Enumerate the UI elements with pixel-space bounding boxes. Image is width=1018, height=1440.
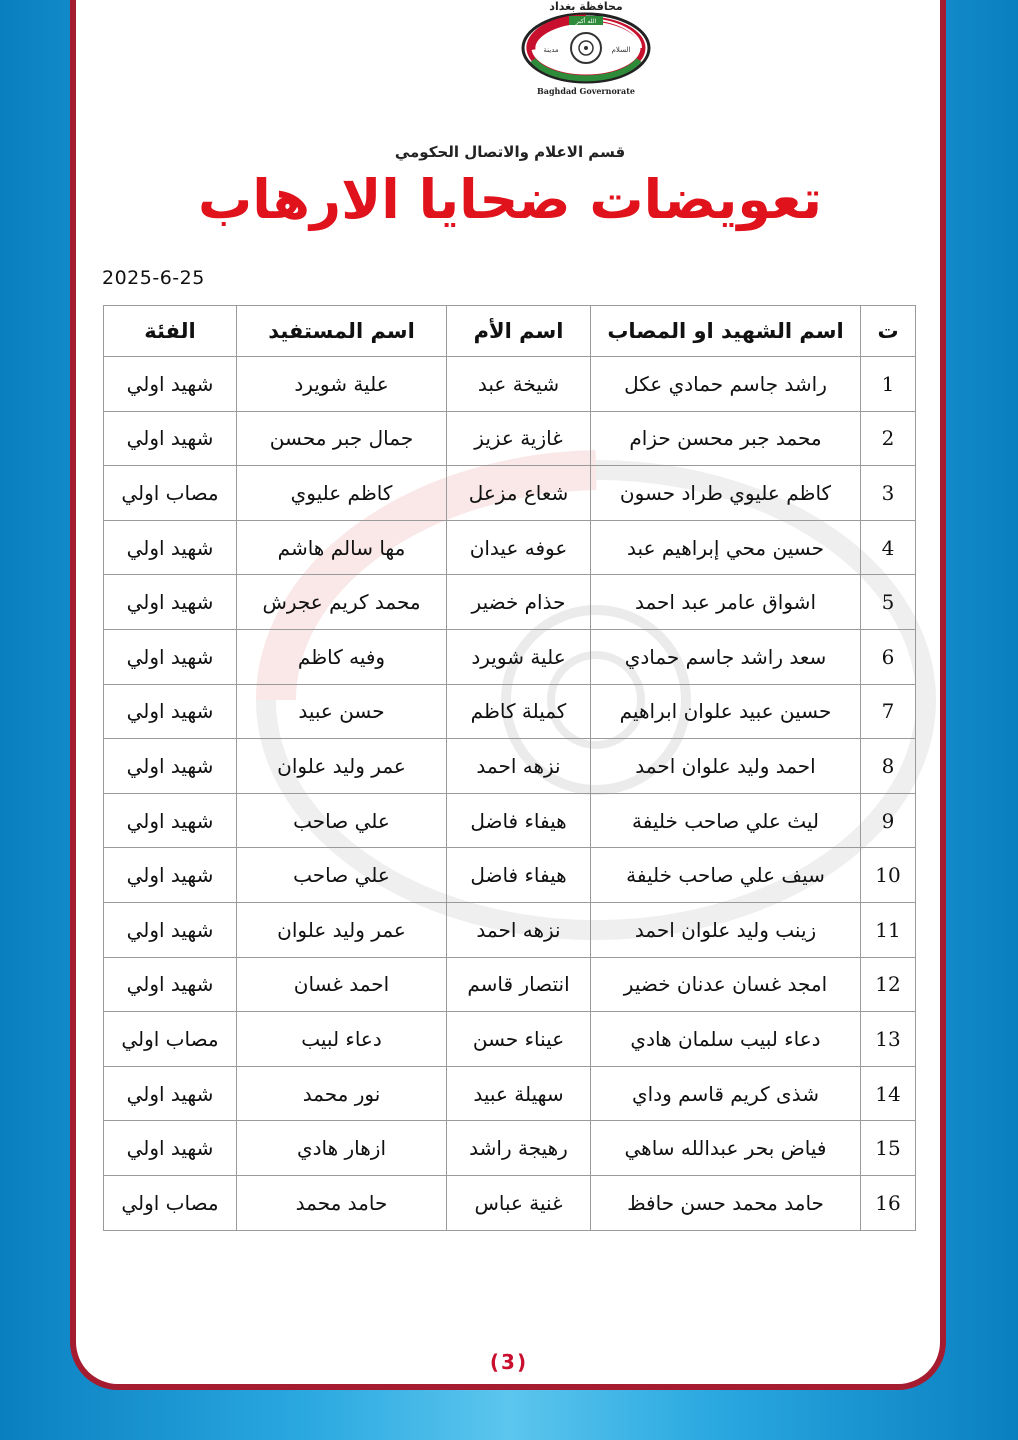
mother-name-cell: هيفاء فاضل <box>447 793 591 848</box>
row-number-cell: 15 <box>861 1121 916 1176</box>
victim-name-cell: زينب وليد علوان احمد <box>591 902 861 957</box>
beneficiary-name-cell: نور محمد <box>237 1066 447 1121</box>
row-number-cell: 4 <box>861 520 916 575</box>
victim-name-cell: احمد وليد علوان احمد <box>591 739 861 794</box>
row-number-cell: 14 <box>861 1066 916 1121</box>
mother-name-cell: انتصار قاسم <box>447 957 591 1012</box>
category-cell: مصاب اولي <box>104 466 237 521</box>
mother-name-cell: علية شويرد <box>447 629 591 684</box>
row-number-cell: 3 <box>861 466 916 521</box>
column-header-number: ت <box>861 306 916 357</box>
beneficiary-name-cell: احمد غسان <box>237 957 447 1012</box>
victim-name-cell: امجد غسان عدنان خضير <box>591 957 861 1012</box>
logo-right-text: السلام <box>611 46 631 54</box>
table-row <box>104 902 916 957</box>
category-cell: شهيد اولي <box>104 848 237 903</box>
category-cell: شهيد اولي <box>104 411 237 466</box>
row-number-cell: 13 <box>861 1012 916 1067</box>
mother-name-cell: عوفه عيدان <box>447 520 591 575</box>
table-row <box>104 739 916 794</box>
category-cell: شهيد اولي <box>104 575 237 630</box>
victim-name-cell: ليث علي صاحب خليفة <box>591 793 861 848</box>
department-name: قسم الاعلام والاتصال الحكومي <box>394 143 626 161</box>
beneficiary-name-cell: محمد كريم عجرش <box>237 575 447 630</box>
victim-name-cell: كاظم عليوي طراد حسون <box>591 466 861 521</box>
mother-name-cell: رهيجة راشد <box>447 1121 591 1176</box>
table-row <box>104 520 916 575</box>
mother-name-cell: نزهه احمد <box>447 902 591 957</box>
beneficiary-name-cell: عمر وليد علوان <box>237 739 447 794</box>
mother-name-cell: هيفاء فاضل <box>447 848 591 903</box>
category-cell: مصاب اولي <box>104 1175 237 1230</box>
row-number-cell: 11 <box>861 902 916 957</box>
mother-name-cell: غنية عباس <box>447 1175 591 1230</box>
column-header-category: الفئة <box>104 306 237 357</box>
row-number-cell: 16 <box>861 1175 916 1230</box>
beneficiary-name-cell: علي صاحب <box>237 793 447 848</box>
compensation-table <box>103 305 916 1231</box>
table-row <box>104 684 916 739</box>
page-title: تعويضات ضحايا الارهاب <box>198 168 822 231</box>
victim-name-cell: راشد جاسم حمادي عكل <box>591 357 861 412</box>
mother-name-cell: شيخة عبد <box>447 357 591 412</box>
mother-name-cell: كميلة كاظم <box>447 684 591 739</box>
beneficiary-name-cell: علي صاحب <box>237 848 447 903</box>
document-date: 2025-6-25 <box>102 267 205 289</box>
row-number-cell: 2 <box>861 411 916 466</box>
row-number-cell: 7 <box>861 684 916 739</box>
category-cell: شهيد اولي <box>104 684 237 739</box>
victim-name-cell: دعاء لبيب سلمان هادي <box>591 1012 861 1067</box>
row-number-cell: 10 <box>861 848 916 903</box>
mother-name-cell: نزهه احمد <box>447 739 591 794</box>
category-cell: شهيد اولي <box>104 357 237 412</box>
page-number: (3) <box>489 1350 529 1374</box>
row-number-cell: 8 <box>861 739 916 794</box>
table-row <box>104 575 916 630</box>
beneficiary-name-cell: ازهار هادي <box>237 1121 447 1176</box>
beneficiary-name-cell: حامد محمد <box>237 1175 447 1230</box>
beneficiary-name-cell: عمر وليد علوان <box>237 902 447 957</box>
beneficiary-name-cell: وفيه كاظم <box>237 629 447 684</box>
victim-name-cell: محمد جبر محسن حزام <box>591 411 861 466</box>
table-row <box>104 411 916 466</box>
row-number-cell: 12 <box>861 957 916 1012</box>
mother-name-cell: سهيلة عبيد <box>447 1066 591 1121</box>
beneficiary-name-cell: جمال جبر محسن <box>237 411 447 466</box>
category-cell: شهيد اولي <box>104 793 237 848</box>
category-cell: شهيد اولي <box>104 520 237 575</box>
logo-top-text: محافظة بغداد <box>549 0 623 13</box>
mother-name-cell: حذام خضير <box>447 575 591 630</box>
victim-name-cell: سيف علي صاحب خليفة <box>591 848 861 903</box>
beneficiary-name-cell: دعاء لبيب <box>237 1012 447 1067</box>
logo-left-text: مدينة <box>543 46 559 54</box>
victim-name-cell: سعد راشد جاسم حمادي <box>591 629 861 684</box>
table-row <box>104 1066 916 1121</box>
column-header-beneficiary: اسم المستفيد <box>237 306 447 357</box>
table-row <box>104 1121 916 1176</box>
logo-band-text: الله أكبر <box>575 18 597 25</box>
beneficiary-name-cell: مها سالم هاشم <box>237 520 447 575</box>
category-cell: شهيد اولي <box>104 629 237 684</box>
victim-name-cell: فياض بحر عبدالله ساهي <box>591 1121 861 1176</box>
column-header-victim-name: اسم الشهيد او المصاب <box>591 306 861 357</box>
row-number-cell: 5 <box>861 575 916 630</box>
table-row <box>104 957 916 1012</box>
victim-name-cell: حسين محي إبراهيم عبد <box>591 520 861 575</box>
table-row <box>104 629 916 684</box>
table-row <box>104 848 916 903</box>
table-row <box>104 793 916 848</box>
victim-name-cell: حسين عبيد علوان ابراهيم <box>591 684 861 739</box>
column-header-mother-name: اسم الأم <box>447 306 591 357</box>
table-header-row <box>104 306 916 357</box>
beneficiary-name-cell: كاظم عليوي <box>237 466 447 521</box>
table-row <box>104 1012 916 1067</box>
category-cell: شهيد اولي <box>104 1066 237 1121</box>
beneficiary-name-cell: حسن عبيد <box>237 684 447 739</box>
mother-name-cell: عيناء حسن <box>447 1012 591 1067</box>
mother-name-cell: غازية عزيز <box>447 411 591 466</box>
mother-name-cell: شعاع مزعل <box>447 466 591 521</box>
row-number-cell: 9 <box>861 793 916 848</box>
category-cell: شهيد اولي <box>104 739 237 794</box>
category-cell: شهيد اولي <box>104 902 237 957</box>
table-row <box>104 1175 916 1230</box>
table-body <box>104 357 916 1231</box>
row-number-cell: 6 <box>861 629 916 684</box>
victim-name-cell: اشواق عامر عبد احمد <box>591 575 861 630</box>
logo-bottom-text: Baghdad Governorate <box>537 86 635 96</box>
category-cell: شهيد اولي <box>104 957 237 1012</box>
category-cell: مصاب اولي <box>104 1012 237 1067</box>
baghdad-governorate-logo <box>511 0 661 98</box>
table-row <box>104 357 916 412</box>
beneficiary-name-cell: علية شويرد <box>237 357 447 412</box>
category-cell: شهيد اولي <box>104 1121 237 1176</box>
row-number-cell: 1 <box>861 357 916 412</box>
victim-name-cell: شذى كريم قاسم وداي <box>591 1066 861 1121</box>
table-row <box>104 466 916 521</box>
victim-name-cell: حامد محمد حسن حافظ <box>591 1175 861 1230</box>
